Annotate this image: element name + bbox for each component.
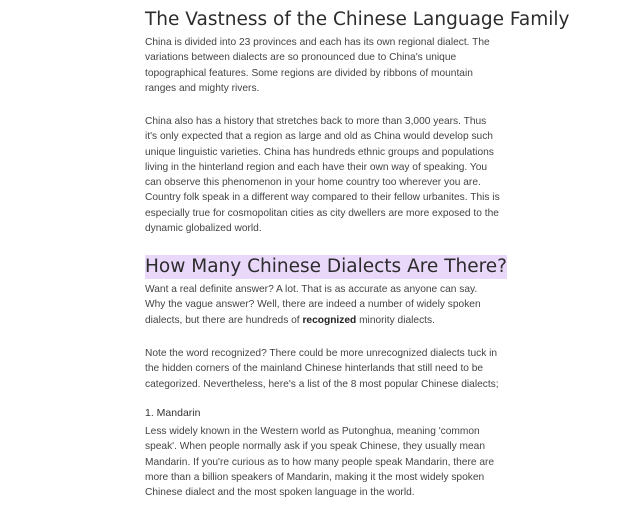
- paragraph-note: Note the word recognized? There could be more unrecognized dialects tuck in the hidden corners of the mainland Chinese hinterlands that still need to be categorized. Nevertheless, here's a list of the 8 most popular Chinese dialects;: [145, 348, 499, 390]
- answer-text-end: minority dialects.: [356, 314, 435, 326]
- highlighted-heading-text: How Many Chinese Dialects Are There?: [145, 256, 507, 277]
- paragraph-answer: [145, 282, 500, 328]
- answer-text-start: Want a real definite answer? A lot. That is as accurate as anyone can say. Why the vague answer? Well, there are indeed a number of widely spoken dialects, but there are hundreds of: [145, 284, 481, 326]
- list-item-title-mandarin: 1. Mandarin: [145, 407, 201, 419]
- section-heading-vastness: The Vastness of the Chinese Language Family: [145, 9, 570, 30]
- section-heading-how-many: [145, 256, 507, 277]
- paragraph-history: China also has a history that stretches back to more than 3,000 years. Thus it's only expected that a region as large and old as China would develop such unique linguistic varieties. China has hundreds ethnic groups and populations living in the hinterland region and each have their own way of speaking. You can observe this phenomenon in your home country too wherever you are. Country folk speak in a different way compared to their fellow urbanites. This is especially true for cosmopolitan cities as city dwellers are more exposed to the dynamic globalized world.: [145, 116, 500, 235]
- paragraph-mandarin: Less widely known in the Western world as Putonghua, meaning 'common speak'. When people normally ask if you speak Chinese, they usually mean Mandarin. If you're curious as to how many people speak Mandarin, there are more than a billion speakers of Mandarin, making it the most widely spoken Chinese dialect and the most spoken language in the world.: [145, 426, 495, 499]
- recognized-bold: recognized: [302, 314, 357, 326]
- paragraph-provinces: China is divided into 23 provinces and each has its own regional dialect. The variations between dialects are so pronounced due to China's unique topographical features. Some regions are divided by ribbons of mountain ranges and mighty rivers.: [145, 37, 490, 94]
